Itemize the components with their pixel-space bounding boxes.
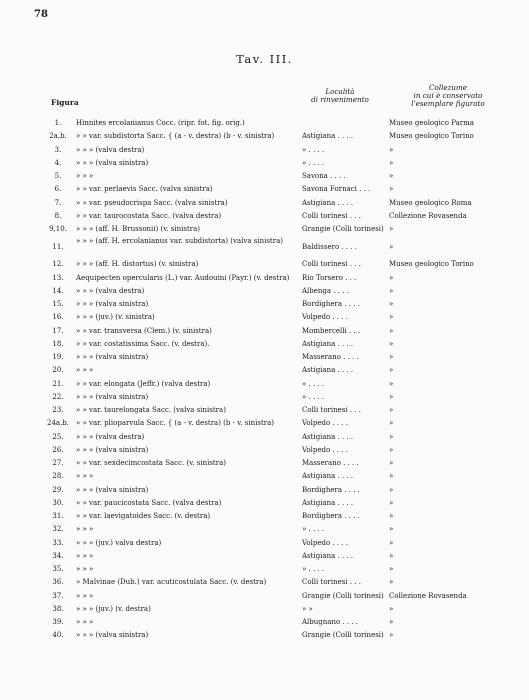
collection: Collezione Rovasenda [389, 591, 467, 600]
figure-number: 3. [54, 145, 62, 154]
locality: Albugnano . . . . [302, 618, 358, 626]
collection: Museo geologico Torino [389, 260, 474, 269]
figure-description: » » » (juv.) (v. destra) [76, 604, 151, 613]
figure-number: 36. [52, 578, 64, 587]
figure-description: » » » [76, 565, 94, 573]
locality: Grangie (Colli torinesi) [302, 225, 384, 233]
locality: Astigiana . . . . [302, 339, 354, 348]
table-row [0, 497, 529, 510]
collection: » [389, 353, 394, 361]
collection: » [389, 565, 394, 573]
figure-number: 30. [52, 498, 64, 507]
figure-description: » » » (valva destra) [76, 432, 145, 441]
table-row [0, 144, 529, 157]
collection: » [389, 445, 394, 454]
table-row [0, 470, 529, 483]
collection: » [389, 339, 394, 348]
table-row [0, 325, 529, 338]
figure-number: 12. [52, 260, 64, 269]
figure-number: 2a,b. [49, 132, 67, 141]
locality: Astigiana . . . . [302, 432, 354, 441]
figure-description: » » » [76, 172, 94, 180]
collection: » [389, 419, 394, 428]
locality: Astigiana . . . . [302, 366, 354, 375]
header-localita-line: di rinvenimento [311, 95, 369, 104]
table-row [0, 550, 529, 563]
figure-description: » » » (aff. H. ercolanianus var. subdistorta) (valva sinistra) [76, 237, 283, 246]
figure-description: » » » [76, 525, 94, 534]
table-row [0, 629, 529, 642]
figure-description: » » var. taurelongata Sacc. (valva sinistra) [76, 406, 226, 414]
locality: Bordighera . . . . [302, 512, 360, 520]
figure-description: » » » [76, 551, 94, 560]
figure-description: » » var. sexdecimcostata Sacc. (v. sinistra) [76, 459, 226, 467]
table-row [0, 590, 529, 603]
locality: Colli torinesi . . . [302, 260, 361, 269]
table-row [0, 391, 529, 404]
locality: Volpedo . . . . [302, 313, 348, 322]
figure-description: » » » (valva sinistra) [76, 392, 149, 401]
header-localita-line: Località [325, 87, 355, 96]
figure-description: » » » (valva sinistra) [76, 485, 149, 494]
figure-number: 34. [52, 551, 64, 560]
collection: » [389, 432, 394, 441]
table-row [0, 603, 529, 616]
table-row [0, 117, 529, 130]
header-collezione-line: in cui è conservato [413, 91, 483, 100]
figure-number: 15. [52, 300, 64, 308]
figure-description: » » » (aff. H. distortus) (v. sinistra) [76, 260, 199, 269]
collection: » [389, 145, 394, 154]
figure-number: 23. [52, 406, 64, 414]
collection: » [389, 243, 394, 252]
locality: Astigiana . . . . [302, 198, 354, 207]
collection: » [389, 512, 394, 520]
figure-number: 35. [52, 565, 64, 573]
locality: Grangie (Colli torinesi) [302, 631, 384, 640]
collection: » [389, 379, 394, 388]
table-row [0, 404, 529, 417]
collection: Museo geologico Roma [389, 198, 472, 207]
collection: » [389, 604, 394, 613]
figure-number: 29. [52, 485, 64, 494]
figure-number: 38. [52, 604, 64, 613]
table-row [0, 417, 529, 430]
table-row [0, 183, 529, 196]
collection: » [389, 300, 394, 308]
header-localita [300, 88, 380, 104]
figure-list [0, 117, 529, 643]
collection: » [389, 485, 394, 494]
collection: » [389, 472, 394, 481]
table-row [0, 157, 529, 170]
collection: » [389, 185, 394, 194]
figure-description: » » var. transversa (Clem.) (v. sinistra) [76, 326, 212, 335]
figure-description: » » var. laevigatoides Sacc. (v. destra) [76, 512, 211, 520]
figure-description: » » var. taurocostata Sacc. (valva destra) [76, 211, 222, 220]
collection: Museo geologico Torino [389, 132, 474, 141]
figure-number: 28. [52, 472, 64, 481]
figure-description: » » » (valva sinistra) [76, 353, 149, 361]
collection: » [389, 273, 394, 282]
plate-title: Tav. III. [236, 52, 293, 66]
table-row [0, 311, 529, 324]
figure-description: » » » (juv.) (v. sinistra) [76, 313, 155, 322]
collection: » [389, 286, 394, 295]
figure-number: 13. [52, 273, 64, 282]
table-row [0, 431, 529, 444]
table-row [0, 523, 529, 536]
collection: » [389, 631, 394, 640]
figure-number: 27. [52, 459, 64, 467]
locality: Baldissero . . . . [302, 243, 357, 252]
figure-number: 40. [52, 631, 64, 640]
locality: Rio Torsero . . . [302, 273, 357, 282]
locality: Masserano . . . . [302, 459, 359, 467]
table-row [0, 338, 529, 351]
collection: » [389, 313, 394, 322]
locality: » . . . . [302, 392, 325, 401]
table-row [0, 444, 529, 457]
table-row [0, 364, 529, 377]
figure-description: » » » (aff. H. Brussonii) (v. sinistra) [76, 225, 201, 233]
figure-number: 9,10. [49, 225, 67, 233]
figure-description: » » var. costatissima Sacc. (v. destra). [76, 339, 210, 348]
collection: » [389, 225, 394, 233]
figure-description: » » » (valva sinistra) [76, 445, 149, 454]
locality: Colli torinesi . . . [302, 211, 361, 220]
figure-description: » » var. perlaevis Sacc. (valva sinistra) [76, 185, 213, 194]
locality: Volpedo . . . . [302, 445, 348, 454]
table-row [0, 457, 529, 470]
collection: » [389, 326, 394, 335]
table-row [0, 170, 529, 183]
locality: » . . . . [302, 565, 325, 573]
locality: Astigiana . . . . [302, 498, 354, 507]
figure-number: 8. [54, 211, 62, 220]
figure-number: 4. [54, 158, 62, 167]
figure-number: 16. [52, 313, 64, 322]
locality: Astigiana . . . . [302, 132, 354, 141]
figure-description: Hinnites ercolanianus Cocc. (ripr. fot. fig. orig.) [76, 119, 245, 127]
locality: Albenga . . . . [302, 286, 349, 295]
figure-number: 5. [54, 172, 62, 180]
figure-number: 33. [52, 538, 64, 547]
locality: Bordighera . . . . [302, 300, 360, 308]
figure-description: » » var. pseudocrispa Sacc. (valva sinistra) [76, 198, 228, 207]
table-row [0, 130, 529, 143]
locality: » . . . . [302, 379, 325, 388]
figure-description: » » » [76, 366, 94, 375]
figure-description: » » var. plioparvula Sacc. { (a - v. destra) (b - v. sinistra) [76, 419, 275, 428]
locality: Masserano . . . . [302, 353, 359, 361]
collection: » [389, 172, 394, 180]
locality: Savona . . . . [302, 172, 346, 180]
table-row [0, 563, 529, 576]
locality: Mombercelli . . . [302, 326, 361, 335]
figure-number: 20. [52, 366, 64, 375]
figure-description: Aequipecten opercularis (L.) var. Audouini (Payr.) (v. destra) [76, 273, 290, 282]
figure-number: 39. [52, 618, 64, 626]
table-row [0, 236, 529, 258]
figure-number: 25. [52, 432, 64, 441]
figure-description: » » » (valva destra) [76, 145, 145, 154]
table-row [0, 223, 529, 236]
collection: » [389, 498, 394, 507]
figure-number: 18. [52, 339, 64, 348]
figure-description: » » » [76, 618, 94, 626]
figure-number: 7. [54, 198, 62, 207]
collection: » [389, 158, 394, 167]
figure-description: » » » (valva sinistra) [76, 158, 149, 167]
locality: Volpedo . . . . [302, 419, 348, 428]
figure-number: 14. [52, 286, 64, 295]
locality: » . . . . [302, 525, 325, 534]
table-row [0, 576, 529, 589]
table-row [0, 616, 529, 629]
figure-number: 37. [52, 591, 64, 600]
locality: Astigiana . . . . [302, 551, 354, 560]
collection: » [389, 366, 394, 375]
figure-number: 11. [52, 243, 64, 252]
figure-description: » Malvinae (Dub.) var. acuticostulata Sacc. (v. destra) [76, 578, 267, 587]
collection: » [389, 618, 394, 626]
figure-number: 17. [52, 326, 64, 335]
collection: » [389, 406, 394, 414]
locality: » . . . . [302, 158, 325, 167]
collection: Museo geologico Parma [389, 119, 474, 127]
locality: Astigiana . . . . [302, 472, 354, 481]
figure-description: » » » (valva sinistra) [76, 631, 149, 640]
figure-number: 1. [54, 119, 62, 127]
figure-number: 22. [52, 392, 64, 401]
table-row [0, 510, 529, 523]
header-collezione-line: l'esemplare figurato [411, 99, 485, 108]
table-row [0, 378, 529, 391]
collection: Collezione Rovasenda [389, 211, 467, 220]
figure-description: » » » [76, 472, 94, 481]
figure-number: 24a,b. [46, 419, 69, 428]
table-row [0, 272, 529, 285]
locality: Grangie (Colli torinesi) [302, 591, 384, 600]
locality: Colli torinesi . . . [302, 406, 361, 414]
collection: » [389, 578, 394, 587]
figure-description: » » » (valva sinistra) [76, 300, 149, 308]
figure-description: » » var. subdistorta Sacc. { (a - v. destra) (b - v. sinistra) [76, 132, 275, 141]
figure-description: » » » (juv.) valva destra) [76, 538, 162, 547]
header-figura: Figura [51, 98, 79, 107]
figure-number: 19. [52, 353, 64, 361]
locality: Volpedo . . . . [302, 538, 348, 547]
figure-description: » » var. elongata (Jeffr.) (valva destra) [76, 379, 211, 388]
figure-description: » » » (valva destra) [76, 286, 145, 295]
locality: » . . . . [302, 145, 325, 154]
figure-description: » » var. paucicostata Sacc. (valva destra) [76, 498, 222, 507]
table-row [0, 351, 529, 364]
figure-number: 6. [54, 185, 62, 194]
collection: » [389, 525, 394, 534]
locality: » » [302, 604, 313, 613]
collection: » [389, 538, 394, 547]
table-row [0, 285, 529, 298]
locality: Savona Fornaci . . . [302, 185, 371, 194]
locality: Bordighera . . . . [302, 485, 360, 494]
table-row [0, 298, 529, 311]
table-row [0, 197, 529, 210]
locality: Colli torinesi . . . [302, 578, 361, 587]
figure-description: » » » [76, 591, 94, 600]
table-row [0, 210, 529, 223]
collection: » [389, 551, 394, 560]
collection: » [389, 392, 394, 401]
page-number: 78 [34, 9, 48, 20]
table-row [0, 537, 529, 550]
header-collezione-line: Collezione [429, 83, 467, 92]
table-row [0, 484, 529, 497]
collection: » [389, 459, 394, 467]
table-row [0, 258, 529, 271]
figure-number: 26. [52, 445, 64, 454]
figure-number: 31. [52, 512, 64, 520]
header-collezione [388, 84, 508, 108]
figure-number: 32. [52, 525, 64, 534]
figure-number: 21. [52, 379, 64, 388]
